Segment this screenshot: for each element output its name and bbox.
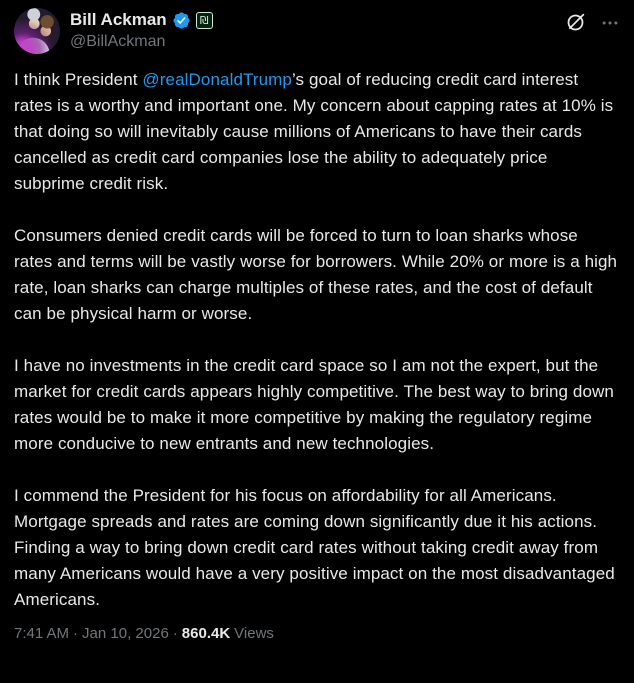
name-row	[70, 10, 565, 30]
header-actions	[565, 8, 620, 33]
tweet-paragraph: Consumers denied credit cards will be forced to turn to loan sharks whose rates and terms will be vastly worse for borrowers. While 20% or more is a high rate, loan sharks can charge multiples of these rates, and the cost of default can be physical harm or worse.	[14, 226, 618, 323]
author-handle[interactable]: @BillAckman	[70, 33, 166, 50]
author-block	[70, 8, 565, 51]
author-name[interactable]: Bill Ackman	[70, 10, 167, 29]
timestamp-date[interactable]: Jan 10, 2026	[82, 625, 169, 642]
views-count: 860.4K	[181, 625, 231, 642]
avatar[interactable]	[14, 8, 60, 54]
tweet-footer	[14, 625, 620, 642]
affiliate-badge-icon[interactable]	[196, 12, 213, 29]
tweet-paragraph: I have no investments in the credit card space so I am not the expert, but the market for credit cards appears highly competitive. The best way to bring down rates would be to make it more competitive by making the regulatory regime more conducive to new entrants and new technologies.	[14, 356, 614, 453]
verified-badge-icon	[172, 11, 191, 30]
grok-icon[interactable]	[565, 12, 586, 33]
tweet-text	[14, 67, 620, 613]
separator-dot: ·	[172, 625, 178, 642]
tweet-paragraph: I think President @realDonaldTrump’s goal of reducing credit card interest rates is a worthy and important one. My concern about capping rates at 10% is that doing so will inevitably cause millions of Americans to have their cards cancelled as credit card companies lose the ability to adequately price subprime credit risk.	[14, 70, 614, 193]
tweet-header	[14, 8, 620, 54]
separator-dot: ·	[73, 625, 79, 642]
affiliate-symbol: ₪	[199, 13, 209, 27]
mention-link[interactable]: @realDonaldTrump	[142, 70, 292, 89]
tweet-paragraph: I commend the President for his focus on affordability for all Americans. Mortgage spreads and rates are coming down significantly due it his actions. Finding a way to bring down credit card rates without taking credit away from many Americans would have a very positive impact on the most disadvantaged Americans.	[14, 486, 615, 609]
views-label: Views	[234, 625, 274, 642]
timestamp-time[interactable]: 7:41 AM	[14, 625, 70, 642]
more-icon[interactable]	[600, 13, 620, 33]
